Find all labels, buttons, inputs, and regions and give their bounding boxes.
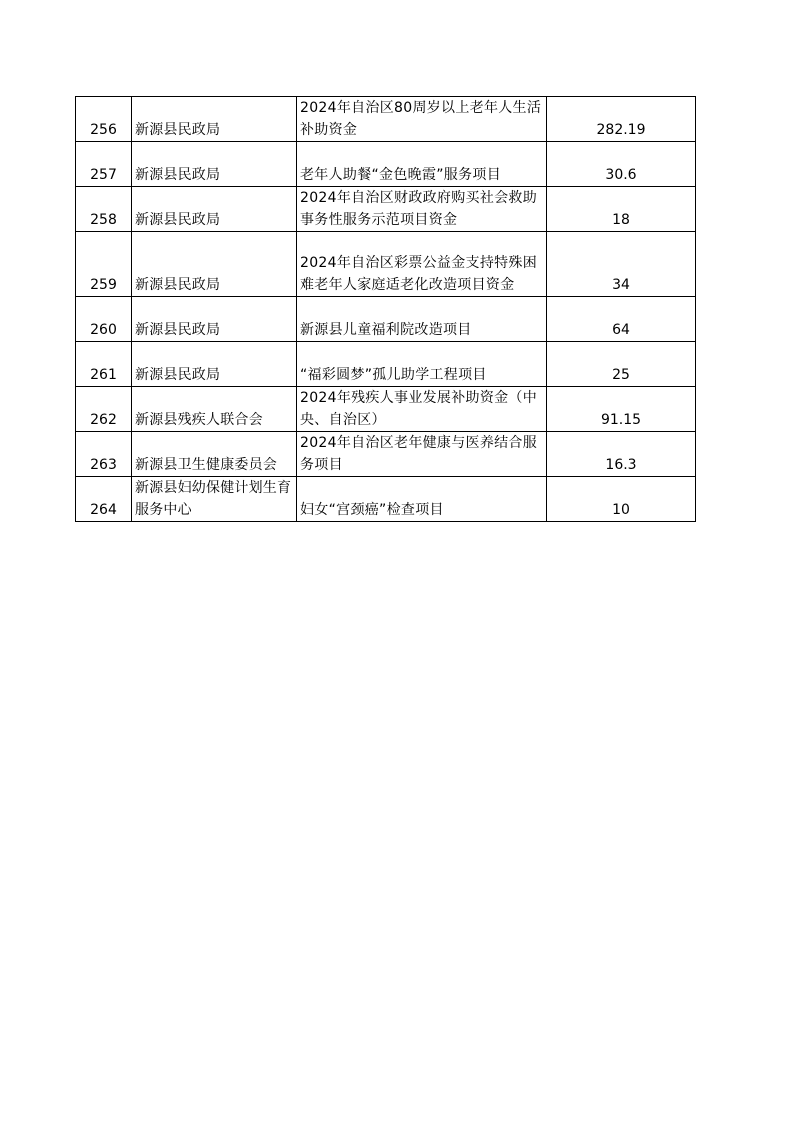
table-row: [76, 477, 696, 522]
project-name: 2024年自治区老年健康与医养结合服务项目: [297, 432, 547, 477]
funding-amount: 10: [547, 477, 696, 522]
funding-amount: 91.15: [547, 387, 696, 432]
table-row: [76, 142, 696, 187]
row-number: 257: [76, 142, 132, 187]
unit-name: 新源县民政局: [132, 97, 297, 142]
table-row: [76, 432, 696, 477]
row-number: 258: [76, 187, 132, 232]
funding-amount: 25: [547, 342, 696, 387]
unit-name: 新源县残疾人联合会: [132, 387, 297, 432]
project-name: 妇女“宫颈癌”检查项目: [297, 477, 547, 522]
unit-name: 新源县民政局: [132, 187, 297, 232]
unit-name: 新源县民政局: [132, 342, 297, 387]
row-number: 262: [76, 387, 132, 432]
row-number: 264: [76, 477, 132, 522]
project-name: 2024年自治区80周岁以上老年人生活补助资金: [297, 97, 547, 142]
funding-amount: 64: [547, 297, 696, 342]
project-name: 新源县儿童福利院改造项目: [297, 297, 547, 342]
row-number: 259: [76, 232, 132, 297]
funding-amount: 16.3: [547, 432, 696, 477]
table-row: [76, 187, 696, 232]
unit-name: 新源县民政局: [132, 142, 297, 187]
table-row: [76, 232, 696, 297]
funding-amount: 18: [547, 187, 696, 232]
table-row: [76, 297, 696, 342]
funding-amount: 34: [547, 232, 696, 297]
unit-name: 新源县卫生健康委员会: [132, 432, 297, 477]
row-number: 261: [76, 342, 132, 387]
funding-amount: 30.6: [547, 142, 696, 187]
funding-amount: 282.19: [547, 97, 696, 142]
project-name: 2024年残疾人事业发展补助资金（中央、自治区）: [297, 387, 547, 432]
project-name: 老年人助餐“金色晚霞”服务项目: [297, 142, 547, 187]
table-row: [76, 387, 696, 432]
table-row: [76, 342, 696, 387]
project-name: “福彩圆梦”孤儿助学工程项目: [297, 342, 547, 387]
row-number: 263: [76, 432, 132, 477]
row-number: 260: [76, 297, 132, 342]
row-number: 256: [76, 97, 132, 142]
table-row: [76, 97, 696, 142]
project-name: 2024年自治区财政政府购买社会救助事务性服务示范项目资金: [297, 187, 547, 232]
unit-name: 新源县妇幼保健计划生育服务中心: [132, 477, 297, 522]
project-funding-table: [75, 96, 696, 522]
project-name: 2024年自治区彩票公益金支持特殊困难老年人家庭适老化改造项目资金: [297, 232, 547, 297]
unit-name: 新源县民政局: [132, 297, 297, 342]
unit-name: 新源县民政局: [132, 232, 297, 297]
